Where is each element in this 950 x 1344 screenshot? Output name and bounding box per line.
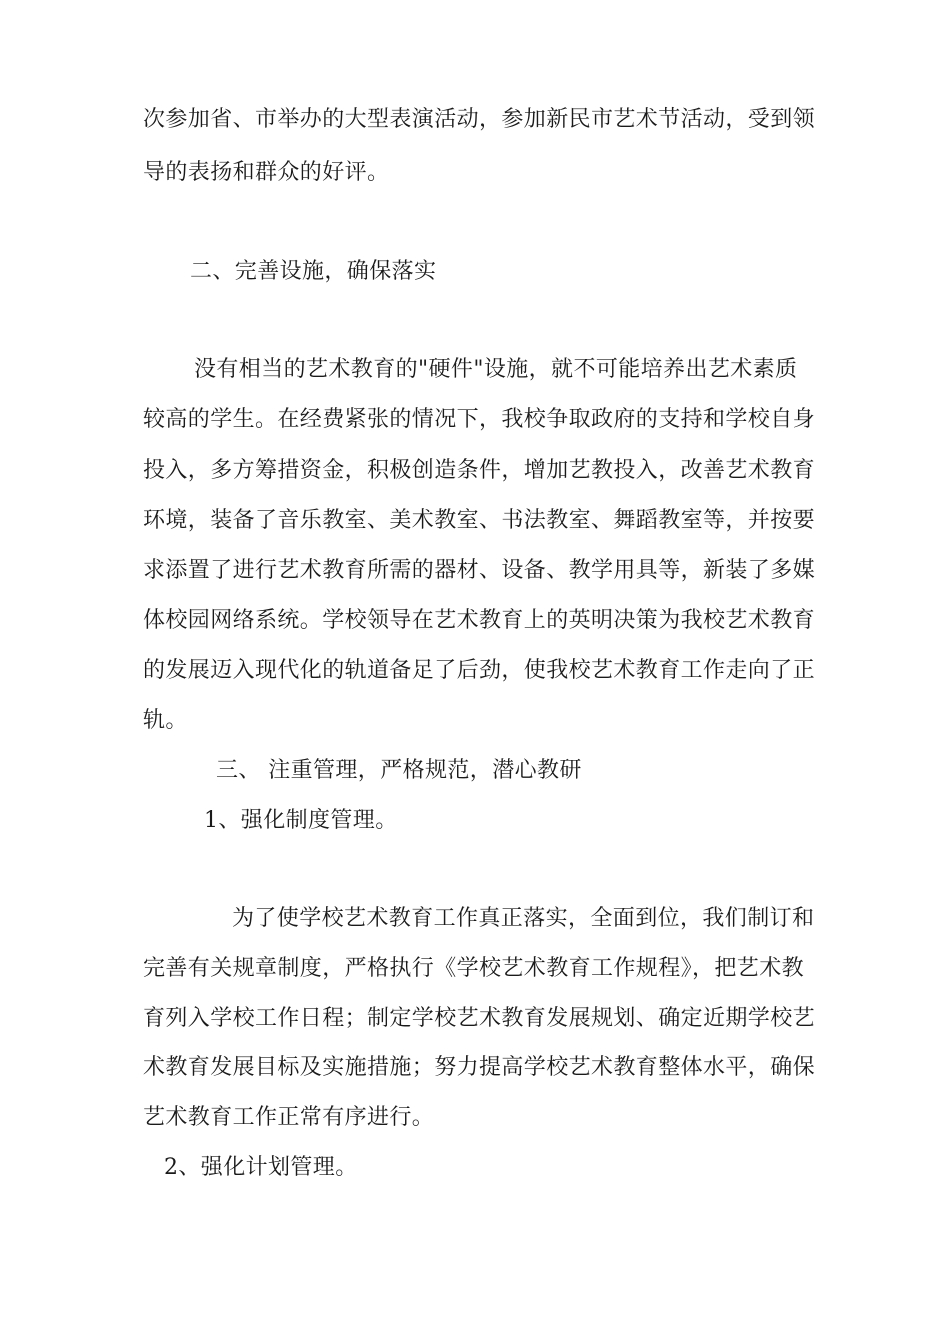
paragraph-line: 环境，装备了音乐教室、美术教室、书法教室、舞蹈教室等，并按要 xyxy=(143,508,816,533)
subsection-heading: 2、强化计划管理。 xyxy=(164,1155,358,1180)
paragraph-line: 体校园网络系统。学校领导在艺术教育上的英明决策为我校艺术教育 xyxy=(143,608,816,633)
paragraph-line: 为了使学校艺术教育工作真正落实，全面到位，我们制订和 xyxy=(232,906,815,931)
paragraph-line: 的发展迈入现代化的轨道备足了后劲，使我校艺术教育工作走向了正 xyxy=(143,658,816,683)
paragraph-line: 次参加省、市举办的大型表演活动，参加新民市艺术节活动，受到领 xyxy=(143,107,816,132)
paragraph-line: 没有相当的艺术教育的"硬件"设施，就不可能培养出艺术素质 xyxy=(194,357,798,382)
paragraph-line: 艺术教育工作正常有序进行。 xyxy=(143,1105,435,1130)
paragraph-line: 术教育发展目标及实施措施；努力提高学校艺术教育整体水平，确保 xyxy=(143,1055,816,1080)
paragraph-line: 轨。 xyxy=(143,708,188,733)
paragraph-line: 投入，多方筹措资金，积极创造条件，增加艺教投入，改善艺术教育 xyxy=(143,458,816,483)
paragraph-line: 求添置了进行艺术教育所需的器材、设备、教学用具等，新装了多媒 xyxy=(143,558,816,583)
section-heading: 二、完善设施，确保落实 xyxy=(190,259,437,284)
paragraph-line: 导的表扬和群众的好评。 xyxy=(143,160,390,185)
section-heading: 三、 注重管理，严格规范，潜心教研 xyxy=(216,758,582,783)
paragraph-line: 完善有关规章制度，严格执行《学校艺术教育工作规程》，把艺术教 xyxy=(143,956,805,981)
subsection-heading: 1、强化制度管理。 xyxy=(204,808,398,833)
paragraph-line: 育列入学校工作日程；制定学校艺术教育发展规划、确定近期学校艺 xyxy=(143,1006,816,1031)
paragraph-line: 较高的学生。在经费紧张的情况下，我校争取政府的支持和学校自身 xyxy=(143,407,816,432)
